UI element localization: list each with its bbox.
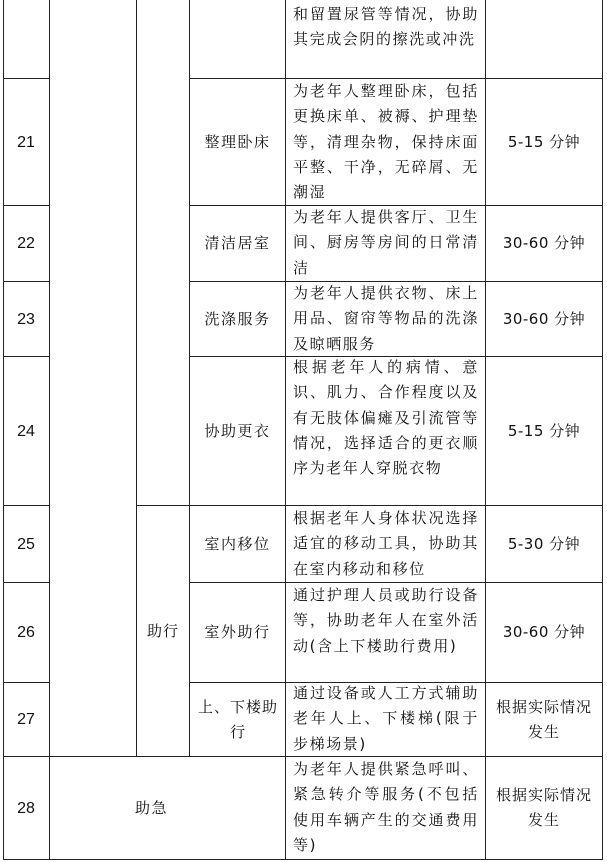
service-duration: 30-60 分钟: [502, 623, 586, 641]
row-number: 28: [17, 799, 35, 817]
table-border: [285, 0, 286, 860]
service-name: 清洁居室: [204, 234, 271, 252]
row-number: 27: [17, 711, 35, 728]
row-number: 23: [17, 310, 35, 328]
service-description: 为老年人提供衣物、床上用品、窗帘等物品的洗涤及晾晒服务: [293, 284, 479, 353]
service-table: [3, 0, 603, 860]
service-description: 为老年人提供紧急呼叫、紧急转介等服务(不包括使用车辆产生的交通费用等): [293, 760, 479, 854]
service-name: 整理卧床: [204, 132, 271, 151]
row-number: 25: [17, 535, 35, 553]
service-name: 协助更衣: [204, 421, 271, 440]
service-duration: 5-15 分钟: [507, 132, 581, 151]
table-border: [602, 0, 603, 860]
row-number: 24: [17, 422, 35, 440]
service-name: 室外助行: [204, 623, 271, 641]
row-number: 22: [17, 235, 35, 252]
service-duration: 5-15 分钟: [507, 421, 581, 440]
service-duration: 5-30 分钟: [507, 534, 581, 553]
row-number: 21: [17, 133, 35, 151]
service-description: 通过设备或人工方式辅助老年人上、下楼梯(限于步梯场景): [293, 684, 479, 753]
service-description: 根据老年人身体状况选择适宜的移动工具，协助其在室内移动和移位: [293, 509, 479, 578]
service-duration: 30-60 分钟: [502, 309, 586, 328]
service-description: 通过护理人员或助行设备等，协助老年人在室外活动(含上下楼助行费用): [293, 586, 479, 655]
service-description: 为老年人提供客厅、卫生间、厨房等房间的日常清洁: [293, 208, 479, 277]
service-name: 上、下楼助行: [197, 697, 278, 741]
service-description: 和留置尿管等情况，协助其完成会阴的擦洗或冲洗: [293, 5, 479, 49]
table-border: [3, 859, 603, 860]
service-duration: 30-60 分钟: [502, 234, 586, 252]
category-label: 助行: [146, 621, 179, 640]
service-name: 室内移位: [204, 534, 271, 553]
row-number: 26: [17, 624, 35, 641]
service-name: 助急: [135, 798, 169, 817]
service-duration: 根据实际情况发生: [496, 697, 593, 741]
service-name: 洗涤服务: [204, 309, 271, 328]
service-description: 为老年人整理卧床，包括更换床单、被褥、护理垫等，清理杂物，保持床面平整、干净，无碎屑、无潮湿: [293, 82, 479, 202]
service-duration: 根据实际情况发生: [496, 786, 593, 829]
service-description: 根据老年人的病情、意识、肌力、合作程度以及有无肢体偏瘫及引流管等情况，选择适合的更衣顺序为老年人穿脱衣物: [293, 358, 479, 478]
table-border: [49, 0, 50, 860]
